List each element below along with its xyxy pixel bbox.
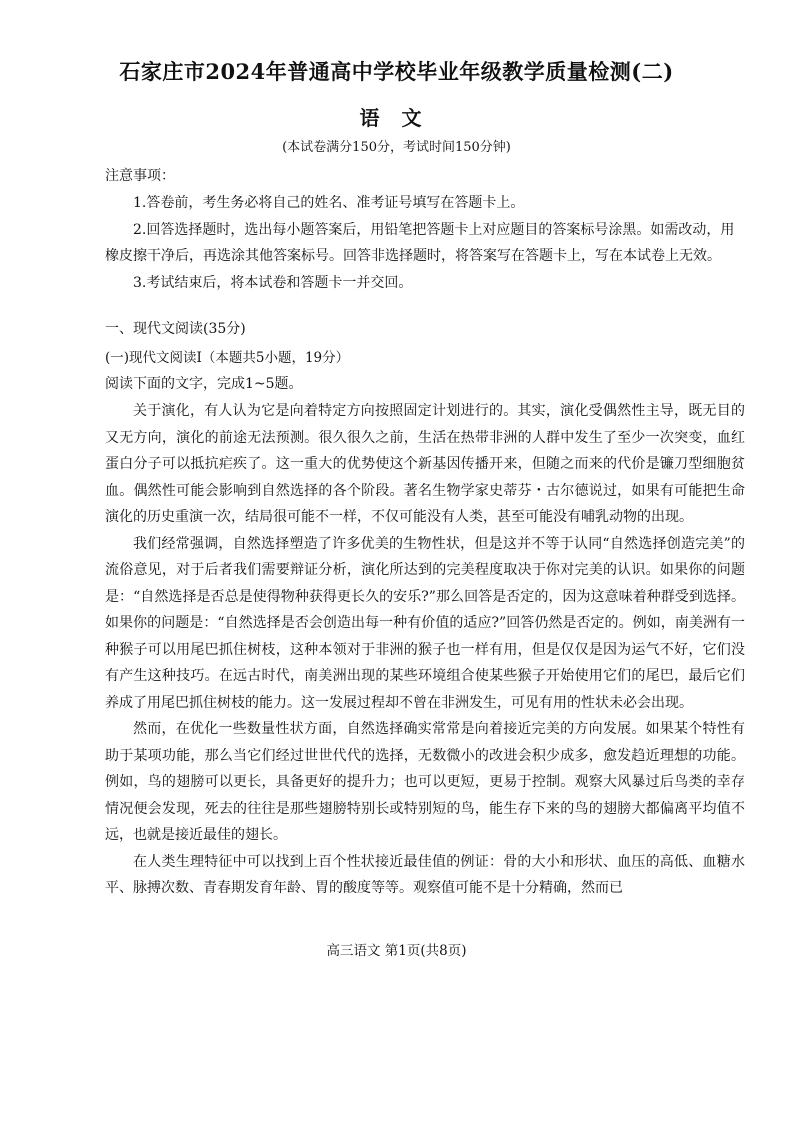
section-heading: 一、现代文阅读(35分) [105,321,246,337]
subsection-heading: (一)现代文阅读Ⅰ（本题共5小题，19分） [105,350,350,366]
exam-title: 石家庄市2024年普通高中学校毕业年级教学质量检测(二) [119,59,674,84]
page-footer: 高三语文 第1页(共8页) [326,943,467,959]
passage-paragraph: 我们经常强调，自然选择塑造了许多优美的生物性状，但是这并不等于认同“自然选择创造完美”的流俗意见，对于后者我们需要辩证分析，演化所达到的完美程度取决于你对完美的认识。如果你的问题是：“自然选择是否总是使得物种获得更长久的安乐?”那么回答是否定的，因为这意味着种群受到选择。如果你的问题是：“自然选择是否会创造出每一种有价值的适应?”回答仍然是否定的。例如，南美洲有一种猴子可以用尾巴抓住树枝，这种本领对于非洲的猴子也一样有用，但是仅仅是因为运气不好，它们没有产生这种技巧。在远古时代，南美洲出现的某些环境组合使某些猴子开始使用它们的尾巴，最后它们养成了用尾巴抓住树枝的能力。这一发展过程却不曾在非洲发生，可见有用的性状未必会出现。 [105,535,745,711]
notice-list [105,190,745,296]
passage-paragraph: 然而，在优化一些数量性状方面，自然选择确实常常是向着接近完美的方向发展。如果某个特性有助于某项功能，那么当它们经过世世代代的选择，无数微小的改进会积少成多，愈发趋近理想的功能。例如，鸟的翅膀可以更长，具备更好的提升力；也可以更短，更易于控制。观察大风暴过后鸟类的幸存情况便会发现，死去的往往是那些翅膀特别长或特别短的鸟，能生存下来的鸟的翅膀大都偏离平均值不远，也就是接近最佳的翅长。 [105,721,745,843]
passage-paragraph: 在人类生理特征中可以找到上百个性状接近最佳值的例证：骨的大小和形状、血压的高低、血糖水平、脉搏次数、青春期发育年龄、胃的酸度等等。观察值可能不是十分精确，然而已 [105,853,745,896]
subject-title: 语文 [359,106,444,130]
notice-item: 1.答卷前，考生务必将自己的姓名、准考证号填写在答题卡上。 [133,195,525,211]
reading-instruction: 阅读下面的文字，完成1~5题。 [105,376,303,392]
passage-paragraph: 关于演化，有人认为它是向着特定方向按照固定计划进行的。其实，演化受偶然性主导，既无目的又无方向，演化的前途无法预测。很久很久之前，生活在热带非洲的人群中发生了至少一次突变，血红蛋白分子可以抵抗疟疾了。这一重大的优势使这个新基因传播开来，但随之而来的代价是镰刀型细胞贫血。偶然性可能会影响到自然选择的各个阶段。著名生物学家史蒂芬・古尔德说过，如果有可能把生命演化的历史重演一次，结局很可能不一样，不仅可能没有人类，甚至可能没有哺乳动物的出现。 [105,403,745,525]
reading-passage [105,398,745,902]
exam-info: (本试卷满分150分，考试时间150分钟) [282,140,511,155]
notice-item: 2.回答选择题时，选出每小题答案后，用铅笔把答题卡上对应题目的答案标号涂黑。如需改动，用橡皮擦干净后，再选涂其他答案标号。回答非选择题时，将答案写在答题卡上，写在本试卷上无效。 [105,221,735,264]
notice-item: 3.考试结束后，将本试卷和答题卡一并交回。 [133,274,413,291]
notice-heading: 注意事项： [105,168,175,184]
